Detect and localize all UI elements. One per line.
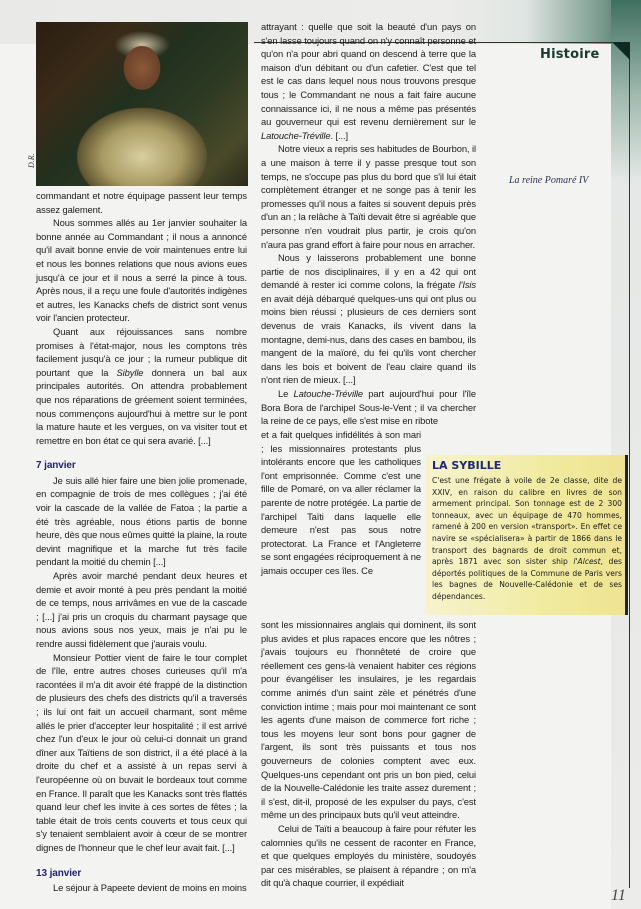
ship-name: Latouche-Tréville	[293, 388, 364, 400]
text: , des déportés politiques de la Commune de Paris vers les bagnes de Nouvelle-Calédonie et de ses dépendances.	[432, 557, 622, 601]
column-2-narrow	[261, 428, 421, 578]
paragraph: commandant et notre équipage passent leur temps assez galement.	[36, 190, 247, 215]
text: part aujourd'hui pour l'île Bora Bora de l'archipel Sous-le-Vent ; il va chercher la reine de ce pays, elle s'est mise en ribote	[261, 388, 477, 427]
paragraph: Le séjour à Papeete devient de moins en moins	[53, 882, 247, 894]
photo-credit: D.R.	[27, 153, 36, 168]
date-heading: 13 janvier	[36, 867, 82, 879]
column-2	[261, 20, 476, 428]
text: donnera un bal aux principales autorités. On attendra probablement que nos réparations de gréement soient terminées, nous commençons aujourd'hui à mettre sur le pont la mature haute et les vergues, on va visiter tout et remettre en bon état ce qui sera avarié. [...]	[36, 366, 247, 446]
sidebar-rule	[625, 455, 628, 615]
page-number: 11	[611, 887, 626, 904]
text: Nous y laisserons probablement une bonne partie de nos disciplinaires, il y en a 42 qui ont demandé à rester ici comme colons, la frégate	[261, 252, 476, 291]
ship-name: l'Isis	[458, 279, 476, 291]
corner-triangle-icon	[612, 42, 630, 60]
paragraph: sont les missionnaires anglais qui dominent, ils sont plus avides et plus rapaces encore que les nôtres ; j'avais toujours eu l'honnêteté de croire que réellement ces gens-là venaient habiter ces régions pour évangéliser les insulaires, je les regardais comme animés d'un saint zèle et pénétrés d'une conviction intime ; mais pour moi maintenant ce sont les agents d'une maison de commerce fort riche ; tous les moyens leur sont bons pour gagner de l'argent, ils sont très puissants et tous nos gouverneurs de colonies comptent avec eux. Quelques-uns cependant ont pris un bon pied, celui de la Nouvelle-Calédonie les traite assez durement ; il s'est, dit-il, proposé de les expulser du pays, c'est même un des principaux buts qu'il veut atteindre.	[261, 619, 476, 821]
column-1	[36, 189, 247, 895]
paragraph	[261, 387, 476, 428]
text: attrayant : quelle que soit la beauté d'un pays on s'en lasse toujours quand on n'y connaît personne et qu'on n'a pour abri quand on descend à terre que la maison d'un débitant ou d'un cafetier. C'est que tel est le cas dans lequel nous nous trouvons presque tous ; le Commandant ne nous a fait faire aucune connaissance ici, il ne nous a même pas présentés au gouverneur qui est revenu dernièrement sur le	[261, 21, 476, 128]
text: en avait déjà débarqué quelques-uns qui ont plus ou moins bien réussi ; plusieurs de ces derniers sont devenus de vrais Kanacks, ils vivent dans la montagne, demi-nus, dans des cases en bambou, ils mangent de la maïoré, du fei qu'ils vont chercher dans les bois et boivent de l'eau claire quand ils n'ont rien de mieux. [...]	[261, 292, 476, 386]
text: . [...]	[330, 129, 349, 141]
section-title: Histoire	[540, 47, 600, 62]
text: C'est une frégate à voile de 2e classe, dite de XXIV, en raison du calibre en livres de son armement principal. Son tonnage est de 2 300 tonneaux, avec un équipage de 470 hommes, ramené à 200 en version «transport». En effet ce navire se «spécialisera» à partir de 1866 dans le transport des bagnards de droit commun et, après 1871 avec son sister ship	[432, 476, 622, 567]
sidebar-title: LA SYBILLE	[432, 459, 502, 472]
paragraph: Nous sommes allés au 1er janvier souhaiter la bonne année au Commandant ; il nous a annoncé qu'il avait bonne envie de voir maintenues entre lui et nous les bonnes relations que nous avions eues jusqu'à ce jour et il nous a serré la pince à tous. Après nous, il a reçu une foule d'autorités indigènes et autres, les Kanacks chefs de district sont venus voir l'ancien protecteur.	[36, 217, 247, 324]
paragraph: Notre vieux a repris ses habitudes de Bourbon, il a une maison à terre il y passe presque tout son temps, ne s'occupe pas plus du bord que s'il lui était complètement étranger et ne songe pas à tenir les promesses qu'il nous a faites si souvent depuis près d'un an ; la relâche à Taïti devait être si agréable que personne n'en voudrait plus partir, je crois qu'on n'aura pas grand effort à faire pour nous en arracher.	[261, 143, 476, 250]
paragraph: et a fait quelques infidélités à son mari ; les missionnaires protestants plus intolérants encore que les catholiques l'ont emprisonnée. Comme c'est une fille de Pomaré, on va aller réclamer la parente de notre protégée. La partie de l'archipel Taïti dans laquelle elle demeure n'est pas sous notre protectorat. La France et l'Angleterre se sont engagées réciproquement à ne jamais occuper ces îles. Ce	[261, 429, 421, 576]
portrait-photo	[36, 22, 248, 186]
ship-name: Latouche-Tréville	[261, 129, 331, 141]
text: Quant aux réjouissances sans nombre promises à l'état-major, nous les comptons très facilement jusqu'à ce jour ; la rumeur publique dit pourtant que la	[36, 325, 247, 378]
paragraph: Je suis allé hier faire une bien jolie promenade, en compagnie de trois de mes collègues ; j'ai été voir la cascade de la vallée de Fatoa ; la partie a été très agréable, nous étions partis de bonne heure, dès que nous eûmes quitté la plaine, la route devint magnifique et la marche fut très facile pendant la moitié du chemin [...]	[36, 474, 247, 568]
sidebar-text	[432, 475, 622, 603]
paragraph	[261, 20, 476, 142]
paragraph	[36, 325, 247, 447]
paragraph: Monsieur Pottier vient de faire le tour complet de l'île, entre autres choses curieuses qu'il m'a racontées il m'a dit avoir été frappé de la distinction de plusieurs des chefs des districts qu'il a traversés ; ils lui ont fait un accueil charmant, sont même allés le prier d'accepter leur hospitalité ; il est arrivé chez l'un d'eux le jour où celui-ci donnait un grand dîner aux Taïtiens de son district, il a été placé à la droite du chef et a assisté à un repas servi à l'européenne où on buvait le bordeaux tout comme en France. Il paraît que les Kanacks sont très flattés quand leur chef les invite à ces sortes de fêtes ; la table était de trois cents couverts et tous ceux qui s'y tenaient semblaient avoir à cœur de se montrer dignes de l'honneur que le chef leur avait fait. [...]	[36, 651, 247, 853]
date-heading: 7 janvier	[36, 460, 76, 472]
column-2-continued	[261, 618, 476, 890]
ship-name: Sibylle	[116, 366, 144, 378]
text: Le	[278, 388, 294, 400]
photo-caption: La reine Pomaré IV	[509, 175, 589, 186]
paragraph: Après avoir marché pendant deux heures et demie et avoir monté à peu près pendant la moitié de ce temps, nous arrivâmes en vue de la cascade ; [...] j'ai pris un croquis du charmant paysage que nous avions sous nos yeux, mais je n'ai pu le rendre aussi fidèlement que j'aurais voulu.	[36, 570, 247, 649]
paragraph: Celui de Taïti a beaucoup à faire pour réfuter les calomnies qu'ils ne cessent de raconter en France, et que quelques employés du ministère, soudoyés par ces misérables, se plaisent à répandre ; on m'a dit qu'à chaque courrier, il expédiait	[261, 822, 476, 889]
paragraph	[261, 251, 476, 387]
ship-name: l'Alcest	[573, 557, 601, 567]
